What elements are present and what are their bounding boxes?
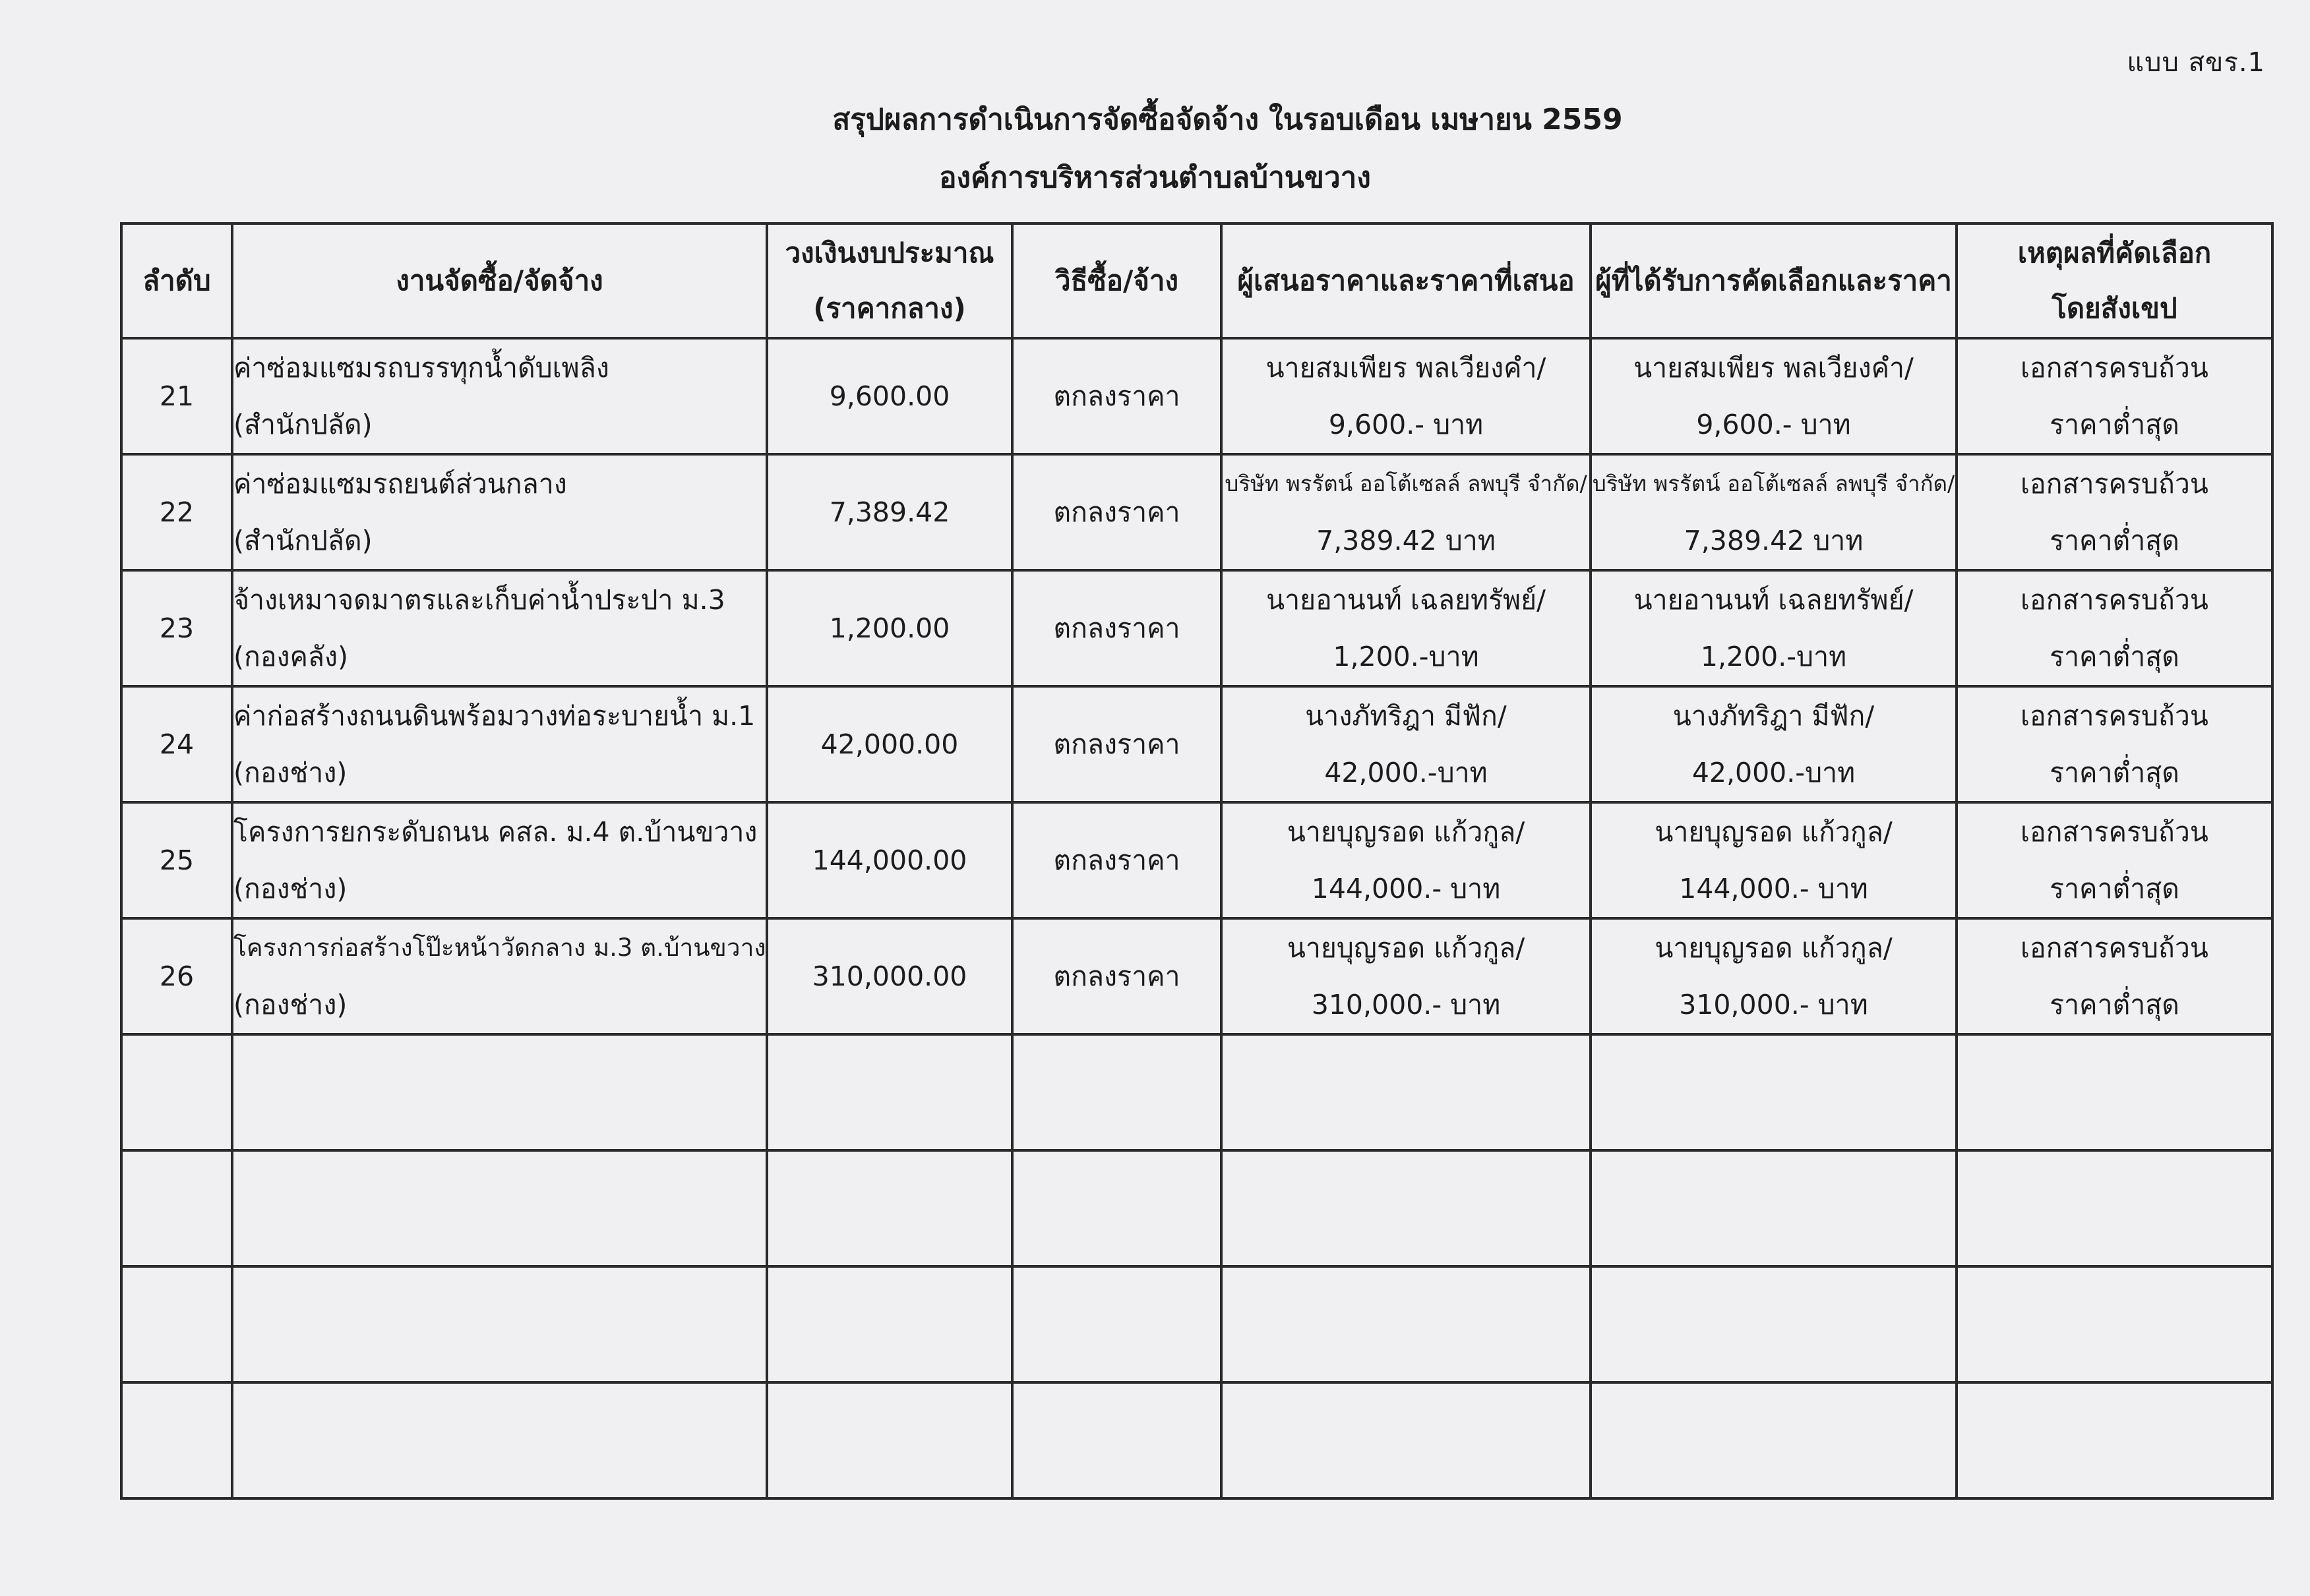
work-department: (กองช่าง) xyxy=(233,757,348,788)
winner-price: 9,600.- บาท xyxy=(1696,409,1851,440)
reason-line1: เอกสารครบถ้วน xyxy=(2021,700,2208,732)
cell-budget: 144,000.00 xyxy=(767,802,1012,918)
cell-work xyxy=(232,918,767,1034)
empty-cell xyxy=(1221,1382,1591,1498)
empty-cell xyxy=(767,1150,1012,1266)
winner-name: นายบุญรอด แก้วกูล/ xyxy=(1655,816,1893,848)
winner-price: 310,000.- บาท xyxy=(1679,989,1868,1020)
cell-work xyxy=(232,686,767,802)
cell-no: 23 xyxy=(121,570,232,686)
winner-name: บริษัท พรรัตน์ ออโต้เซลล์ ลพบุรี จำกัด/ xyxy=(1592,471,1955,496)
cell-winner xyxy=(1591,918,1957,1034)
header-budget-line1: วงเงินงบประมาณ xyxy=(785,237,994,269)
empty-cell xyxy=(1012,1034,1221,1150)
empty-row xyxy=(121,1382,2272,1498)
work-title: ค่าซ่อมแซมรถบรรทุกน้ำดับเพลิง xyxy=(233,352,609,384)
empty-cell xyxy=(1221,1034,1591,1150)
bidder-name: นายสมเพียร พลเวียงคำ/ xyxy=(1265,352,1546,384)
header-reason-line1: เหตุผลที่คัดเลือก xyxy=(2017,237,2212,269)
empty-cell xyxy=(1591,1150,1957,1266)
work-department: (กองช่าง) xyxy=(233,989,348,1020)
bidder-name: นายอานนท์ เฉลยทรัพย์/ xyxy=(1266,584,1546,616)
form-code: แบบ สขร.1 xyxy=(2127,47,2265,78)
empty-cell xyxy=(121,1266,232,1382)
cell-method: ตกลงราคา xyxy=(1012,802,1221,918)
cell-no: 24 xyxy=(121,686,232,802)
table-row xyxy=(121,338,2272,454)
empty-cell xyxy=(1012,1382,1221,1498)
cell-winner xyxy=(1591,338,1957,454)
cell-budget: 9,600.00 xyxy=(767,338,1012,454)
work-title: ค่าก่อสร้างถนนดินพร้อมวางท่อระบายน้ำ ม.1 xyxy=(233,700,756,732)
cell-reason xyxy=(1957,686,2272,802)
header-work: งานจัดซื้อ/จัดจ้าง xyxy=(232,223,767,338)
reason-line1: เอกสารครบถ้วน xyxy=(2021,468,2208,500)
header-reason xyxy=(1957,223,2272,338)
cell-reason xyxy=(1957,570,2272,686)
cell-budget: 7,389.42 xyxy=(767,454,1012,570)
empty-cell xyxy=(1957,1266,2272,1382)
empty-cell xyxy=(232,1266,767,1382)
work-department: (กองช่าง) xyxy=(233,873,348,904)
winner-name: นายสมเพียร พลเวียงคำ/ xyxy=(1633,352,1914,384)
bidder-name: บริษัท พรรัตน์ ออโต้เซลล์ ลพบุรี จำกัด/ xyxy=(1225,471,1587,496)
bidder-price: 9,600.- บาท xyxy=(1328,409,1484,440)
cell-reason xyxy=(1957,454,2272,570)
header-bidder: ผู้เสนอราคาและราคาที่เสนอ xyxy=(1221,223,1591,338)
cell-winner xyxy=(1591,454,1957,570)
cell-bidder xyxy=(1221,686,1591,802)
cell-bidder xyxy=(1221,454,1591,570)
organization-name: องค์การบริหารส่วนตำบลบ้านขวาง xyxy=(939,161,1371,194)
reason-line2: ราคาต่ำสุด xyxy=(2050,989,2179,1020)
empty-cell xyxy=(1957,1382,2272,1498)
reason-line1: เอกสารครบถ้วน xyxy=(2021,584,2208,616)
winner-price: 7,389.42 บาท xyxy=(1684,525,1864,556)
winner-price: 144,000.- บาท xyxy=(1679,873,1868,904)
cell-no: 22 xyxy=(121,454,232,570)
winner-name: นายอานนท์ เฉลยทรัพย์/ xyxy=(1633,584,1914,616)
winner-price: 42,000.-บาท xyxy=(1691,757,1856,788)
cell-reason xyxy=(1957,918,2272,1034)
bidder-price: 310,000.- บาท xyxy=(1311,989,1501,1020)
work-title: จ้างเหมาจดมาตรและเก็บค่าน้ำประปา ม.3 xyxy=(233,584,725,616)
empty-cell xyxy=(121,1034,232,1150)
table-row xyxy=(121,918,2272,1034)
cell-work xyxy=(232,454,767,570)
cell-winner xyxy=(1591,802,1957,918)
cell-winner xyxy=(1591,686,1957,802)
empty-row xyxy=(121,1150,2272,1266)
reason-line2: ราคาต่ำสุด xyxy=(2050,525,2179,556)
cell-work xyxy=(232,802,767,918)
empty-cell xyxy=(1012,1150,1221,1266)
procurement-table xyxy=(120,222,2274,1500)
empty-cell xyxy=(1221,1150,1591,1266)
bidder-price: 144,000.- บาท xyxy=(1311,873,1501,904)
table-row xyxy=(121,570,2272,686)
work-title: ค่าซ่อมแซมรถยนต์ส่วนกลาง xyxy=(233,468,567,500)
table-row xyxy=(121,454,2272,570)
cell-bidder xyxy=(1221,570,1591,686)
cell-budget: 310,000.00 xyxy=(767,918,1012,1034)
winner-price: 1,200.-บาท xyxy=(1700,641,1847,672)
header-row xyxy=(121,223,2272,338)
work-title: โครงการก่อสร้างโป๊ะหน้าวัดกลาง ม.3 ต.บ้านขวาง xyxy=(233,933,766,962)
work-title: โครงการยกระดับถนน คสล. ม.4 ต.บ้านขวาง xyxy=(233,816,758,848)
bidder-name: นายบุญรอด แก้วกูล/ xyxy=(1287,816,1525,848)
cell-bidder xyxy=(1221,918,1591,1034)
empty-row xyxy=(121,1034,2272,1150)
cell-work xyxy=(232,338,767,454)
table-row xyxy=(121,686,2272,802)
reason-line2: ราคาต่ำสุด xyxy=(2050,873,2179,904)
header-winner: ผู้ที่ได้รับการคัดเลือกและราคา xyxy=(1591,223,1957,338)
header-no: ลำดับ xyxy=(121,223,232,338)
header-budget xyxy=(767,223,1012,338)
empty-row xyxy=(121,1266,2272,1382)
cell-reason xyxy=(1957,802,2272,918)
cell-budget: 42,000.00 xyxy=(767,686,1012,802)
empty-cell xyxy=(232,1034,767,1150)
bidder-name: นางภัทริฎา มีฟัก/ xyxy=(1305,700,1507,732)
header-reason-line2: โดยสังเขป xyxy=(2052,292,2177,324)
empty-cell xyxy=(1221,1266,1591,1382)
cell-bidder xyxy=(1221,802,1591,918)
empty-cell xyxy=(767,1034,1012,1150)
cell-winner xyxy=(1591,570,1957,686)
winner-name: นายบุญรอด แก้วกูล/ xyxy=(1655,932,1893,964)
work-department: (สำนักปลัด) xyxy=(233,409,373,440)
empty-cell xyxy=(1591,1034,1957,1150)
work-department: (กองคลัง) xyxy=(233,641,349,672)
empty-cell xyxy=(1957,1150,2272,1266)
reason-line2: ราคาต่ำสุด xyxy=(2050,409,2179,440)
cell-no: 21 xyxy=(121,338,232,454)
cell-work xyxy=(232,570,767,686)
cell-method: ตกลงราคา xyxy=(1012,686,1221,802)
cell-bidder xyxy=(1221,338,1591,454)
cell-method: ตกลงราคา xyxy=(1012,338,1221,454)
empty-cell xyxy=(232,1382,767,1498)
reason-line1: เอกสารครบถ้วน xyxy=(2021,352,2208,384)
reason-line1: เอกสารครบถ้วน xyxy=(2021,932,2208,964)
bidder-price: 7,389.42 บาท xyxy=(1316,525,1496,556)
empty-cell xyxy=(121,1382,232,1498)
document-title: สรุปผลการดำเนินการจัดซื้อจัดจ้าง ในรอบเดือน เมษายน 2559 xyxy=(832,103,1623,136)
bidder-name: นายบุญรอด แก้วกูล/ xyxy=(1287,932,1525,964)
empty-cell xyxy=(1012,1266,1221,1382)
empty-cell xyxy=(121,1150,232,1266)
header-budget-line2: (ราคากลาง) xyxy=(813,292,966,324)
bidder-price: 1,200.-บาท xyxy=(1333,641,1479,672)
header-method: วิธีซื้อ/จ้าง xyxy=(1012,223,1221,338)
reason-line2: ราคาต่ำสุด xyxy=(2050,757,2179,788)
winner-name: นางภัทริฎา มีฟัก/ xyxy=(1672,700,1875,732)
empty-cell xyxy=(767,1382,1012,1498)
cell-method: ตกลงราคา xyxy=(1012,454,1221,570)
empty-cell xyxy=(767,1266,1012,1382)
empty-cell xyxy=(232,1150,767,1266)
reason-line1: เอกสารครบถ้วน xyxy=(2021,816,2208,848)
empty-cell xyxy=(1957,1034,2272,1150)
reason-line2: ราคาต่ำสุด xyxy=(2050,641,2179,672)
cell-no: 26 xyxy=(121,918,232,1034)
cell-budget: 1,200.00 xyxy=(767,570,1012,686)
empty-cell xyxy=(1591,1382,1957,1498)
cell-method: ตกลงราคา xyxy=(1012,918,1221,1034)
cell-no: 25 xyxy=(121,802,232,918)
work-department: (สำนักปลัด) xyxy=(233,525,373,556)
cell-reason xyxy=(1957,338,2272,454)
empty-cell xyxy=(1591,1266,1957,1382)
table-row xyxy=(121,802,2272,918)
cell-method: ตกลงราคา xyxy=(1012,570,1221,686)
bidder-price: 42,000.-บาท xyxy=(1324,757,1488,788)
